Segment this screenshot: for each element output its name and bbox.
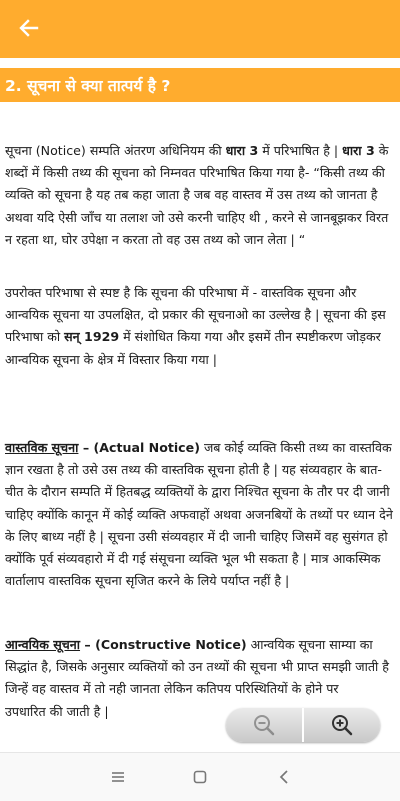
section-title: 2. सूचना से क्या तात्पर्य है ? — [5, 77, 171, 95]
paragraph-explanation — [5, 282, 397, 437]
zoom-controls — [226, 708, 380, 742]
text: आन्वयिक सूचना साम्या का सिद्धांत है, जिसके अनुसार व्यक्तियों को उन तथ्यों की सूचना भी प्राप्त समझी जाती है जिन्हें वह वास्तव में तो नही जानता लेकिन कतिपय परिस्थितियों के होने पर — [5, 637, 389, 697]
home-square-icon — [193, 770, 207, 784]
text: सूचना (Notice) सम्पति अंतरण अधिनियम की — [5, 143, 226, 158]
text: उपरोक्त परिभाषा से स्पष्ट है कि सूचना की परिभाषा में - वास्तविक सूचना और आन्वयिक सूचना या उपलक्षित, दो प्रकार की सूचनाओ का उल्लेख है | सूचना की इस परिभाषा को — [5, 285, 386, 345]
text: में संशोधित किया गया और इसमें तीन स्पष्टीकरण जोड़कर आन्वयिक सूचना के क्षेत्र में विस्तार किया गया | — [5, 329, 381, 367]
menu-lines-icon — [111, 771, 125, 783]
nav-back-button[interactable] — [272, 765, 296, 789]
bold-text: – (Actual Notice) — [78, 440, 200, 455]
bold-text: – (Constructive Notice) — [80, 637, 247, 652]
paragraph-definition — [5, 140, 397, 282]
text: उपधारित की जाती है | — [5, 703, 109, 719]
bold-text: सन् 1929 — [64, 329, 120, 345]
chevron-left-icon — [278, 770, 290, 784]
text: के शब्दों में किसी तथ्य की सूचना को निम्नवत परिभाषित किया गया है- “किसी तथ्य की व्यक्ति को सूचना है यह तब कहा जाता है जब वह वास्तव में उस तथ्य को जानता है अथवा यदि ऐसी जाँच या तलाश जो उसे करनी चाहिए थी , करने से जानबूझकर विरत न रहता था, घोर उपेक्षा न करता तो वह उस तथ्य को जान लेता | “ — [5, 143, 389, 247]
back-button[interactable] — [14, 13, 44, 43]
arrow-left-icon — [18, 17, 40, 39]
text: में परिभाषित है | — [258, 143, 343, 158]
recents-button[interactable] — [106, 765, 130, 789]
zoom-out-button[interactable] — [226, 708, 302, 742]
home-button[interactable] — [188, 765, 212, 789]
text: जब कोई व्यक्ति किसी तथ्य का वास्तविक ज्ञान रखता है तो उसे उस तथ्य की वास्तविक सूचना होती है | यह संव्यवहार के बात-चीत के दौरान सम्पति में हितबद्ध व्यक्तियों के द्वारा निश्चित सूचना के तौर पर दी जानी चाहिए क्योंकि कानून में कोई व्यक्ति अफवाहों अथवा अजनबियों के तथ्यों पर ध्यान देने के लिए बाध्य नहीं है | सूचना उसी संव्यवहार में दी जानी चाहिए जिसमें वह सुसंगत हो क्योंकि पूर्व संव्यवहारो में दी गई संसूचना व्यक्ति भूल भी सकता है | मात्र आकस्मिक वार्तालाप वास्तविक सूचना सृजित करने के लिये पर्याप्त नहीं है | — [5, 440, 393, 589]
zoom-in-button[interactable] — [304, 708, 380, 742]
bold-text: धारा 3 — [225, 143, 259, 158]
bold-text: धारा 3 — [342, 143, 375, 158]
article-content — [5, 140, 397, 723]
section-header — [0, 68, 400, 102]
paragraph-actual-notice — [5, 437, 397, 634]
app-bar — [0, 0, 400, 58]
zoom-out-icon — [252, 713, 276, 737]
underlined-heading: आन्वयिक सूचना — [5, 637, 81, 652]
zoom-in-icon — [330, 713, 354, 737]
navigation-bar — [0, 752, 400, 801]
underlined-heading: वास्तविक सूचना — [5, 440, 79, 455]
